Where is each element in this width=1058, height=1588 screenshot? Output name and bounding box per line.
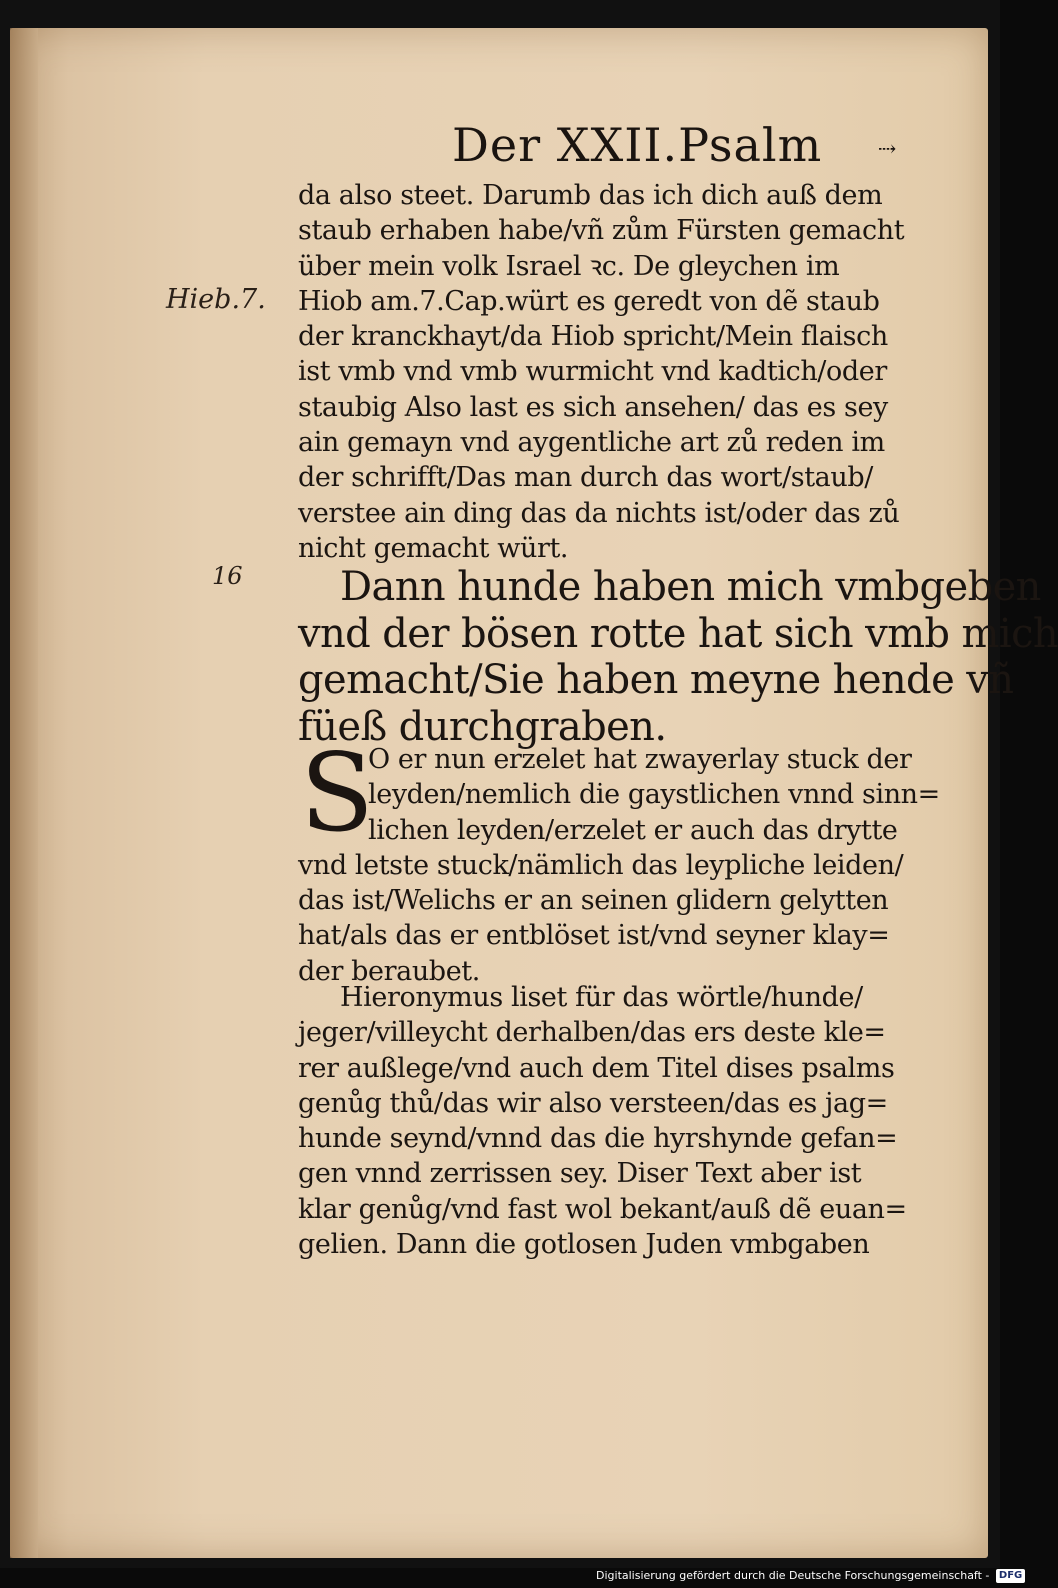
margin-note-hiob: Hieb.7. — [166, 284, 266, 315]
text-line: der kranckhayt/da Hiob spricht/Mein flaisch — [298, 321, 888, 353]
text-line: da also steet. Darumb das ich dich auß dem — [298, 180, 883, 211]
psalm-verse — [298, 564, 1058, 750]
commentary-block-2 — [298, 731, 948, 989]
commentary-block-3 — [298, 980, 948, 1262]
header-mark: ⇢ — [877, 136, 898, 162]
text-line: Hieronymus liset für das wörtle/hunde/ — [340, 982, 863, 1013]
text-line: vnd letste stuck/nämlich das leypliche leiden/ — [298, 849, 904, 881]
drop-cap: S — [300, 731, 374, 856]
credit-text: Digitalisierung gefördert durch die Deutsche Forschungsgemeinschaft - — [596, 1569, 990, 1582]
text-line: der beraubet. — [298, 955, 480, 987]
text-line: staubig Also last es sich ansehen/ das es sey — [298, 391, 888, 423]
text-line: der schrifft/Das man durch das wort/staub/ — [298, 462, 873, 494]
header-title: Der XXII.Psalm — [452, 118, 823, 172]
psalm-line: vnd der bösen rotte hat sich vmb mich — [298, 610, 1058, 657]
text-line: staub erhaben habe/vñ zům Fürsten gemacht — [298, 215, 905, 247]
commentary-block-1 — [298, 178, 948, 566]
text-line: über mein volk Israel ꝛc. De gleychen im — [298, 250, 840, 282]
text-line: hunde seynd/vnnd das die hyrshynde gefan= — [298, 1123, 898, 1155]
text-line: ist vmb vnd vmb wurmicht vnd kadtich/oder — [298, 356, 887, 388]
psalm-line: gemacht/Sie haben meyne hende vñ — [298, 657, 1014, 703]
text-line: gelien. Dann die gotlosen Juden vmbgaben — [298, 1229, 870, 1261]
text-line: hat/als das er entblöset ist/vnd seyner klay= — [298, 920, 890, 952]
text-line: verstee ain ding das da nichts ist/oder das zů — [298, 497, 900, 529]
text-line: lichen leyden/erzelet er auch das drytte — [368, 814, 898, 846]
dfg-logo: DFG — [996, 1569, 1025, 1583]
text-line: das ist/Welichs er an seinen glidern gelytten — [298, 885, 889, 917]
text-line: O er nun erzelet hat zwayerlay stuck der — [368, 744, 912, 775]
page-gutter — [10, 28, 38, 1558]
text-line: jeger/villeycht derhalben/das ers deste kle= — [298, 1017, 886, 1049]
running-header — [452, 118, 898, 178]
text-line: ain gemayn vnd aygentliche art zů reden im — [298, 427, 885, 459]
psalm-line: Dann hunde haben mich vmbgeben — [340, 564, 1041, 610]
text-line: leyden/nemlich die gaystlichen vnnd sinn= — [368, 779, 940, 811]
text-line: klar genůg/vnd fast wol bekant/auß dẽ euan= — [298, 1193, 907, 1225]
text-line: genůg thů/das wir also versteen/das es jag= — [298, 1087, 888, 1119]
psalm-line: füeß durchgraben. — [298, 703, 667, 750]
digitization-credit — [596, 1569, 1025, 1588]
text-line: Hiob am.7.Cap.würt es geredt von dẽ staub — [298, 285, 880, 317]
verse-number: 16 — [212, 562, 243, 590]
text-line: rer außlege/vnd auch dem Titel dises psalms — [298, 1052, 895, 1084]
text-line: gen vnnd zerrissen sey. Diser Text aber ist — [298, 1158, 862, 1190]
text-line: nicht gemacht würt. — [298, 532, 569, 564]
